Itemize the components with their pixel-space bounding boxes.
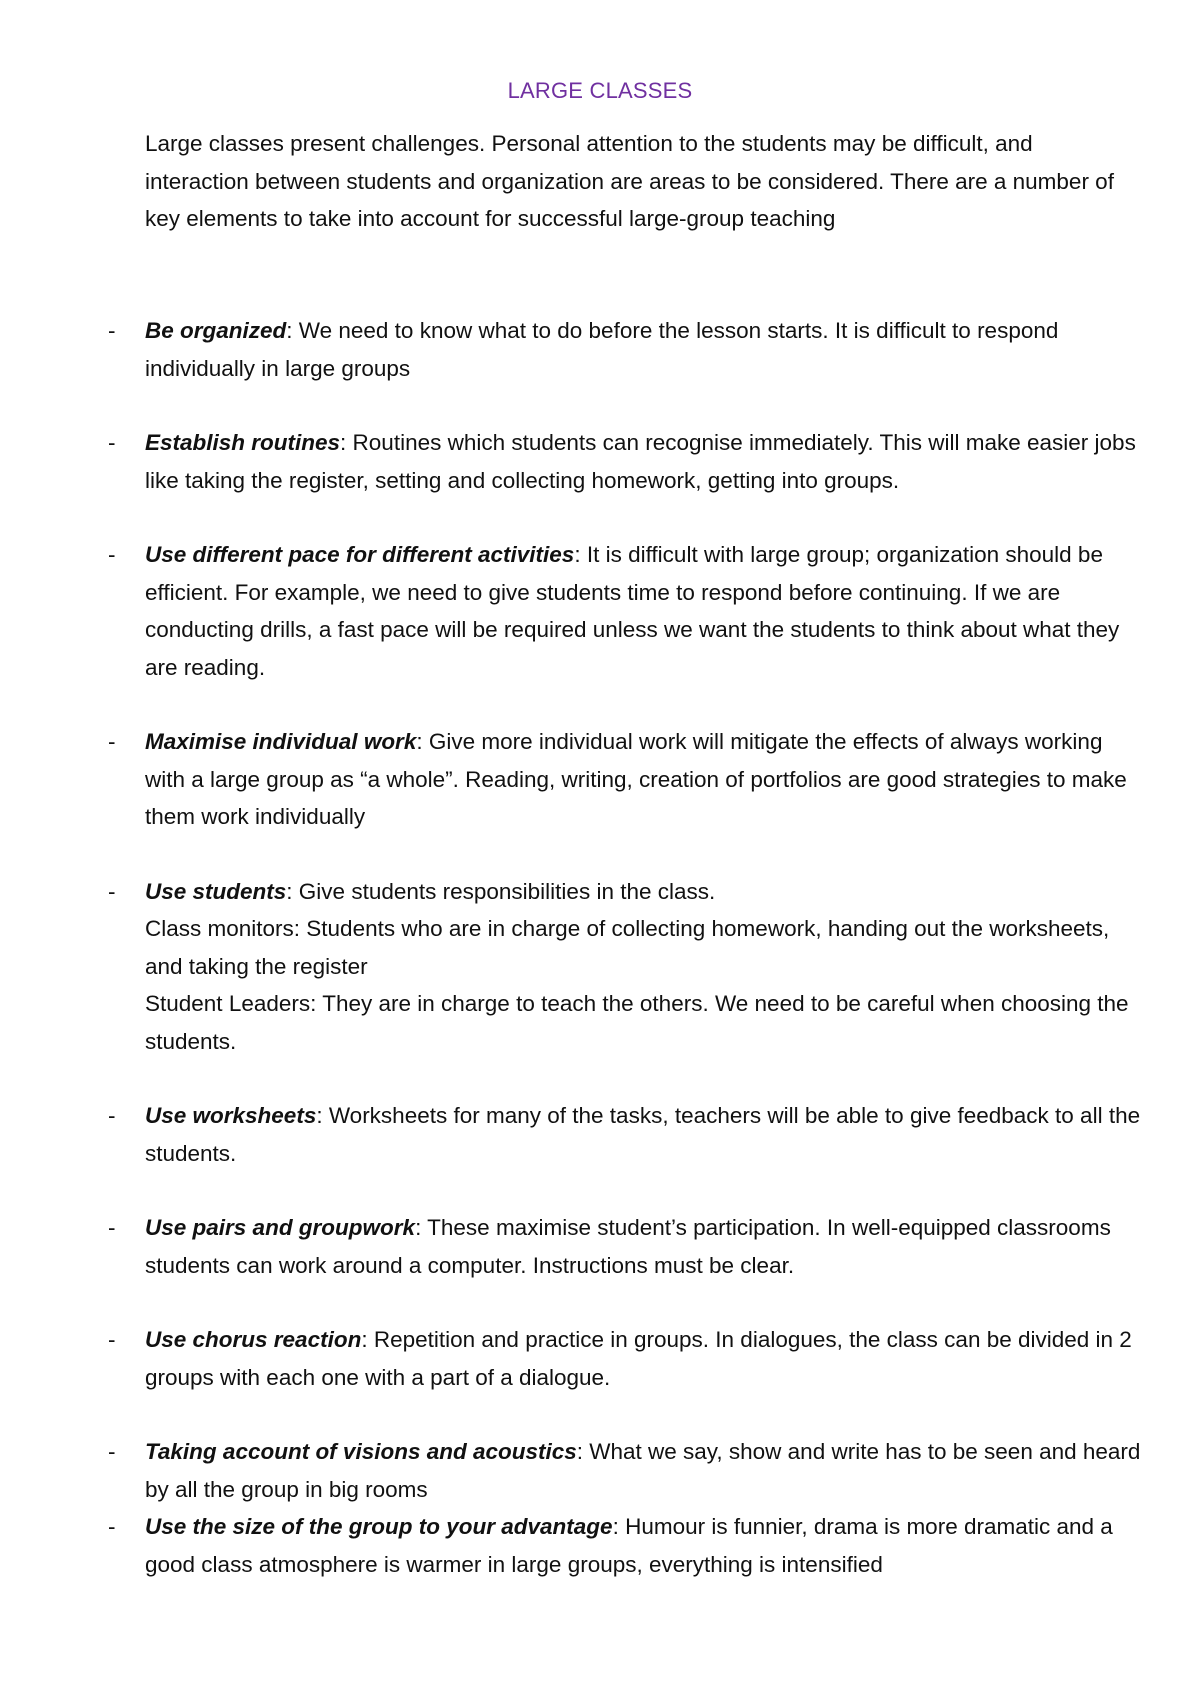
student-leaders-note: Student Leaders: They are in charge to teach the others. We need to be careful when choosing the students. <box>145 991 1129 1054</box>
item-term: Use chorus reaction <box>145 1327 362 1352</box>
list-item <box>0 1209 1200 1284</box>
document-title: LARGE CLASSES <box>507 78 693 103</box>
item-text: : Routines which students can recognise immediately. This will make easier jobs like taking the register, setting and collecting homework, getting into groups. <box>145 430 1136 493</box>
item-term: Use different pace for different activities <box>145 542 575 567</box>
class-monitors-note: Class monitors: Students who are in charge of collecting homework, handing out the worksheets, and taking the register <box>145 916 1110 979</box>
bullet-dash: - <box>108 1215 116 1240</box>
intro-paragraph: Large classes present challenges. Personal attention to the students may be difficult, and interaction between students and organization are areas to be considered. There are a number of key elements to take into account for successful large-group teaching <box>145 131 1114 231</box>
list-item <box>0 723 1200 836</box>
list-item <box>0 873 1200 1061</box>
item-text: : Give students responsibilities in the class. <box>286 878 716 904</box>
list-item <box>0 1433 1200 1508</box>
bullet-dash: - <box>108 430 116 455</box>
bullet-dash: - <box>108 729 116 754</box>
item-term: Establish routines <box>145 430 341 455</box>
list-item <box>0 536 1200 686</box>
item-text: : Worksheets for many of the tasks, teachers will be able to give feedback to all the students. <box>145 1103 1141 1166</box>
list-item <box>0 424 1200 499</box>
bullet-dash: - <box>108 1514 116 1539</box>
item-term: Use worksheets <box>145 1103 317 1128</box>
list-item <box>0 312 1200 387</box>
item-text: : Humour is funnier, drama is more dramatic and a good class atmosphere is warmer in large groups, everything is intensified <box>145 1514 1113 1577</box>
item-term: Be organized <box>145 318 287 343</box>
bullet-dash: - <box>108 542 116 567</box>
item-text: : These maximise student’s participation. In well-equipped classrooms students can work around a computer. Instructions must be clear. <box>145 1215 1111 1278</box>
key-elements-list <box>0 312 1200 1583</box>
item-term: Taking account of visions and acoustics <box>145 1439 577 1464</box>
item-term: Use students <box>145 878 287 904</box>
list-item <box>0 1508 1200 1583</box>
item-text: : It is difficult with large group; organization should be efficient. For example, we need to give students time to respond before continuing. If we are conducting drills, a fast pace will be required unless we want the students to think about what they are reading. <box>145 542 1120 680</box>
item-text: : Repetition and practice in groups. In dialogues, the class can be divided in 2 groups with each one with a part of a dialogue. <box>145 1327 1132 1390</box>
item-term: Use pairs and groupwork <box>145 1215 416 1240</box>
bullet-dash: - <box>108 1103 116 1128</box>
bullet-dash: - <box>108 1327 116 1352</box>
list-item <box>0 1097 1200 1172</box>
bullet-dash: - <box>108 1439 116 1464</box>
list-item <box>0 1321 1200 1396</box>
item-text: : What we say, show and write has to be seen and heard by all the group in big rooms <box>145 1439 1141 1502</box>
item-term: Use the size of the group to your advantage <box>145 1514 613 1539</box>
item-text: : Give more individual work will mitigate the effects of always working with a large group as “a whole”. Reading, writing, creation of portfolios are good strategies to make them work individually <box>145 729 1127 829</box>
item-term: Maximise individual work <box>145 729 417 754</box>
bullet-dash: - <box>108 878 116 904</box>
item-text: : We need to know what to do before the lesson starts. It is difficult to respond individually in large groups <box>145 318 1059 381</box>
bullet-dash: - <box>108 318 116 343</box>
